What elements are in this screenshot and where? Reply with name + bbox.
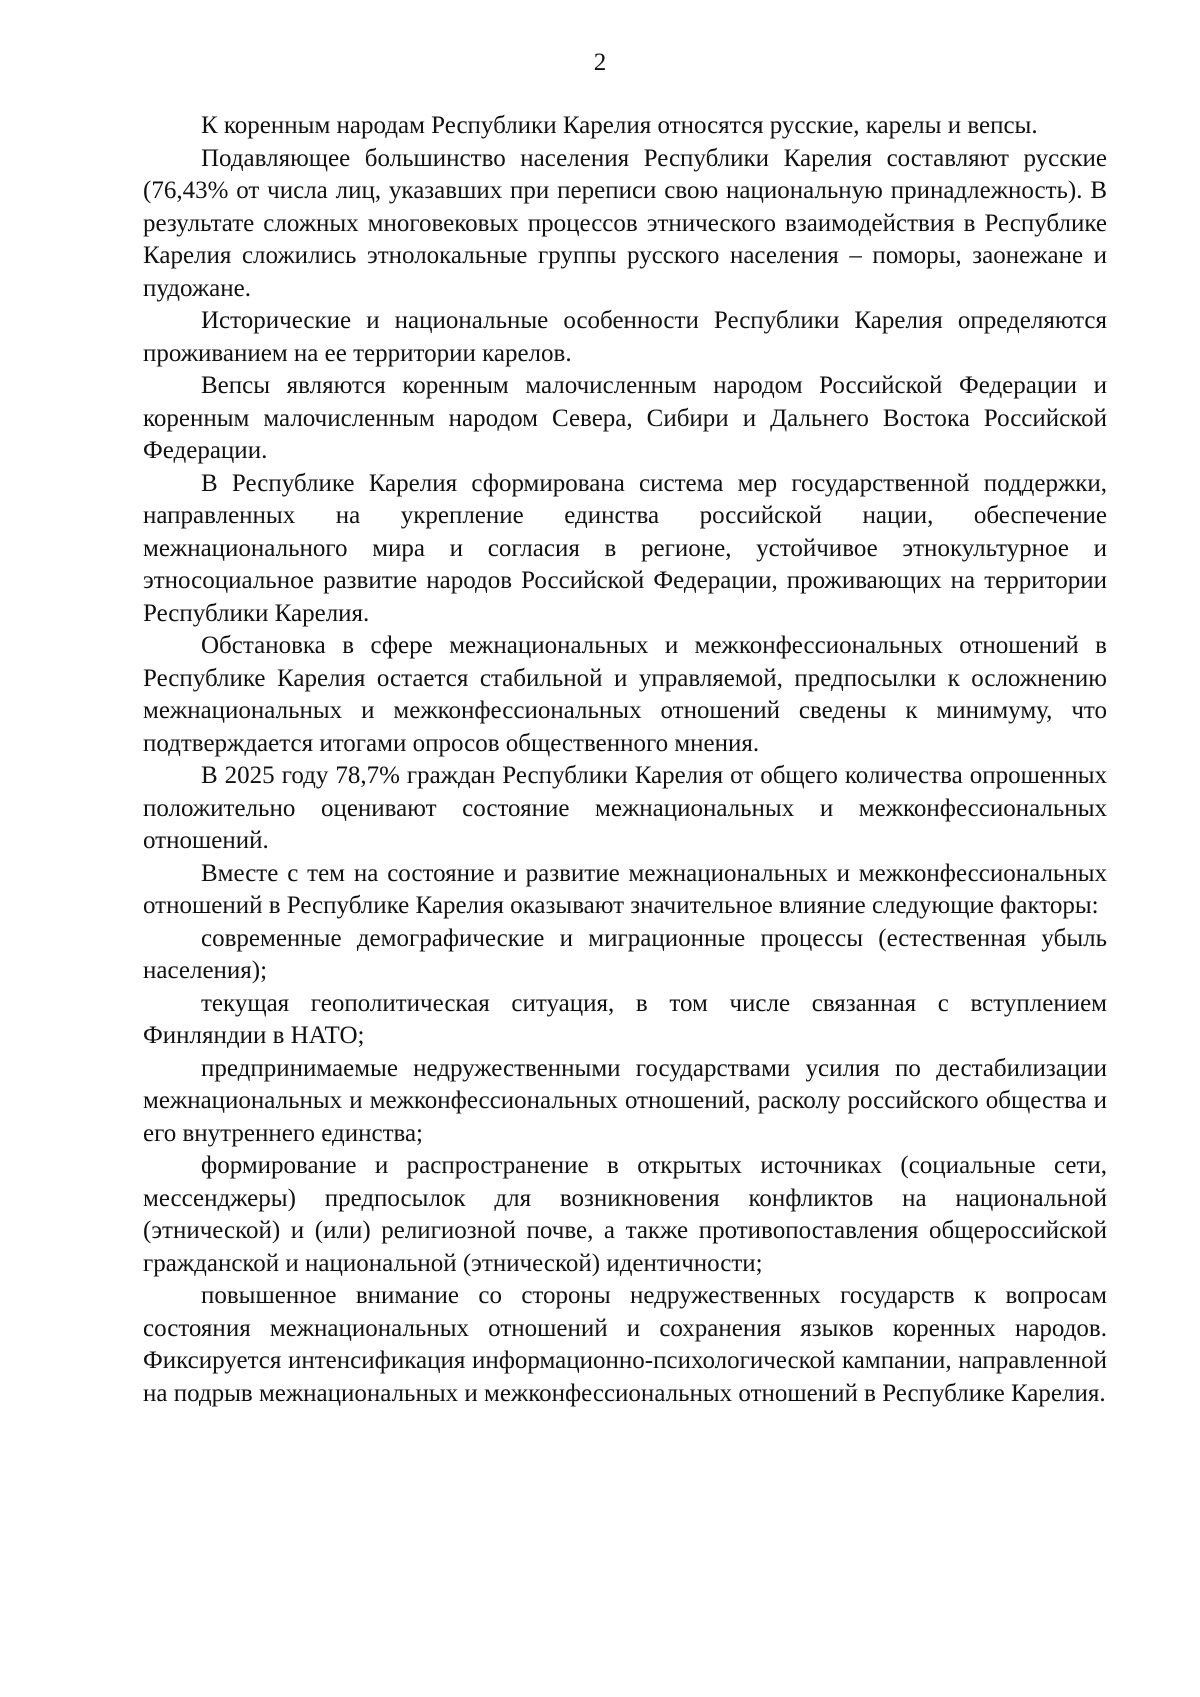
list-item-demographic: современные демографические и миграционные процессы (естественная убыль населения); [143, 924, 1107, 984]
list-item-increased-attention: повышенное внимание со стороны недружественных государств к вопросам состояния межнациональных отношений и сохранения языков коренных народов. Фиксируется интенсификация информационно-психологической кампании, направленной на подрыв межнациональных и межконфессиональных отношений в Республике Карелия. [143, 1282, 1107, 1407]
paragraph-indigenous-peoples: К коренным народам Республики Карелия относятся русские, карелы и вепсы. [201, 112, 1038, 139]
list-item-destabilization: предпринимаемые недружественными государствами усилия по дестабилизации межнациональных и межконфессиональных отношений, расколу российского общества и его внутреннего единства; [143, 1054, 1107, 1147]
paragraph-russian-population: Подавляющее большинство населения Республики Карелия составляют русские (76,43% от числа лиц, указавших при переписи свою национальную принадлежность). В результате сложных многовековых процессов этнического взаимодействия в Республике Карелия сложились этнолокальные группы русского населения – поморы, заонежане и пудожане. [143, 144, 1107, 302]
paragraph-factors-intro: Вместе с тем на состояние и развитие межнациональных и межконфессиональных отношений в Республике Карелия оказывают значительное влияние следующие факторы: [143, 859, 1107, 919]
document-body [143, 110, 1107, 1410]
paragraph-state-support: В Республике Карелия сформирована система мер государственной поддержки, направленных на укрепление единства российской нации, обеспечение межнационального мира и согласия в регионе, устойчивое этнокультурное и этносоциальное развитие народов Российской Федерации, проживающих на территории Республики Карелия. [143, 469, 1107, 627]
page-number: 2 [593, 49, 607, 76]
paragraph-veps: Вепсы являются коренным малочисленным народом Российской Федерации и коренным малочисленным народом Севера, Сибири и Дальнего Востока Российской Федерации. [143, 372, 1107, 464]
paragraph-karelians: Исторические и национальные особенности Республики Карелия определяются проживанием на ее территории карелов. [143, 307, 1107, 367]
paragraph-situation-stable: Обстановка в сфере межнациональных и межконфессиональных отношений в Республике Карелия остается стабильной и управляемой, предпосылки к осложнению межнациональных и межконфессиональных отношений сведены к минимуму, что подтверждается итогами опросов общественного мнения. [143, 632, 1107, 757]
paragraph-survey-2025: В 2025 году 78,7% граждан Республики Карелия от общего количества опрошенных положительно оценивают состояние межнациональных и межконфессиональных отношений. [143, 762, 1107, 854]
list-item-geopolitical: текущая геополитическая ситуация, в том числе связанная с вступлением Финляндии в НАТО; [143, 989, 1107, 1049]
list-item-open-sources: формирование и распространение в открытых источниках (социальные сети, мессенджеры) предпосылок для возникновения конфликтов на национальной (этнической) и (или) религиозной почве, а также противопоставления общероссийской гражданской и национальной (этнической) идентичности; [143, 1152, 1107, 1277]
